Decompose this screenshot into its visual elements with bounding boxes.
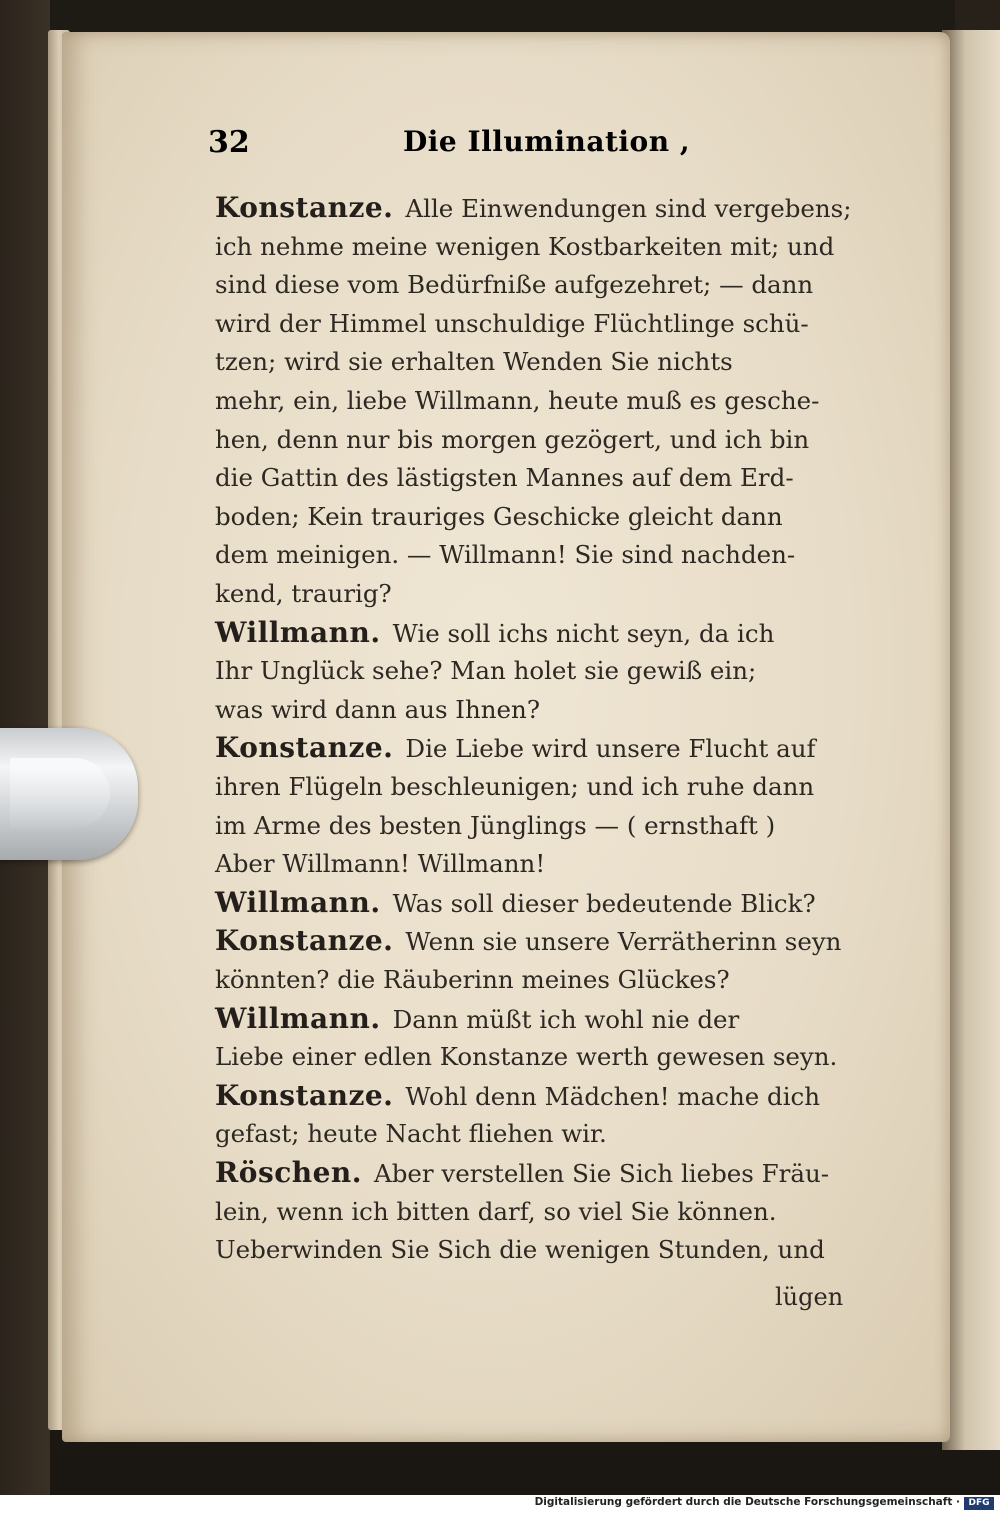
line-text: hen, denn nur bis morgen gezögert, und ich bin (215, 425, 810, 454)
clip-highlight (10, 758, 110, 828)
line-text: lein, wenn ich bitten darf, so viel Sie können. (215, 1197, 777, 1226)
text-line (215, 1155, 829, 1191)
text-line (215, 422, 809, 458)
text-line (215, 653, 756, 689)
text-line (215, 576, 392, 612)
line-text: was wird dann aus Ihnen? (215, 695, 540, 724)
line-text: sind diese vom Bedürfniße aufgezehret; — dann (215, 270, 814, 299)
text-line (215, 344, 733, 380)
dfg-logo: DFG (964, 1497, 994, 1510)
text-line (215, 1078, 820, 1114)
text-line (215, 499, 783, 535)
speaker-name: Willmann. (215, 1002, 381, 1035)
line-text: Die Liebe wird unsere Flucht auf (405, 734, 816, 763)
line-text: Wohl denn Mädchen! mache dich (405, 1082, 821, 1111)
line-text: ihren Flügeln beschleunigen; und ich ruhe dann (215, 772, 815, 801)
line-text: Aber Willmann! Willmann! (215, 849, 546, 878)
line-text: Wenn sie unsere Verrätherinn seyn (405, 927, 842, 956)
speaker-name: Willmann. (215, 886, 381, 919)
speaker-name: Konstanze. (215, 924, 394, 957)
text-line (215, 306, 809, 342)
text-line (215, 460, 794, 496)
text-line (215, 808, 775, 844)
digitization-footer (0, 1495, 1000, 1513)
line-text: die Gattin des lästigsten Mannes auf dem Erd- (215, 463, 794, 492)
page-number: 32 (208, 125, 250, 160)
line-text: gefast; heute Nacht fliehen wir. (215, 1119, 607, 1148)
line-text: Alle Einwendungen sind vergebens; (405, 194, 852, 223)
text-line (215, 1001, 739, 1037)
text-line (215, 692, 540, 728)
line-text: Ueberwinden Sie Sich die wenigen Stunden, und (215, 1235, 825, 1264)
speaker-name: Konstanze. (215, 731, 394, 764)
line-text: tzen; wird sie erhalten Wenden Sie nichts (215, 347, 733, 376)
line-text: Ihr Unglück sehe? Man holet sie gewiß ein; (215, 656, 757, 685)
line-text: Dann müßt ich wohl nie der (392, 1005, 740, 1034)
funding-credit: Digitalisierung gefördert durch die Deutsche Forschungsgemeinschaft · (534, 1496, 960, 1508)
speaker-name: Willmann. (215, 616, 381, 649)
text-line (215, 1039, 837, 1075)
line-text: Aber verstellen Sie Sich liebes Fräu- (374, 1159, 830, 1188)
line-text: dem meinigen. — Willmann! Sie sind nachden- (215, 540, 796, 569)
text-line (215, 190, 852, 226)
page-header (208, 125, 808, 165)
text-line (215, 267, 813, 303)
text-line (215, 615, 774, 651)
line-text: wird der Himmel unschuldige Flüchtlinge schü- (215, 309, 809, 338)
catchword: lügen (775, 1283, 844, 1311)
text-line (215, 1232, 825, 1268)
speaker-name: Konstanze. (215, 191, 394, 224)
text-line (215, 229, 834, 265)
text-line (215, 537, 795, 573)
line-text: Wie soll ichs nicht seyn, da ich (392, 619, 775, 648)
text-line (215, 769, 814, 805)
page-clip (0, 728, 138, 860)
running-title: Die Illumination , (403, 125, 691, 158)
line-text: mehr, ein, liebe Willmann, heute muß es gesche- (215, 386, 820, 415)
text-line (215, 1116, 607, 1152)
line-text: ich nehme meine wenigen Kostbarkeiten mit; und (215, 232, 835, 261)
speaker-name: Röschen. (215, 1156, 363, 1189)
text-line (215, 730, 816, 766)
line-text: Liebe einer edlen Konstanze werth gewesen seyn. (215, 1042, 838, 1071)
speaker-name: Konstanze. (215, 1079, 394, 1112)
line-text: boden; Kein trauriges Geschicke gleicht dann (215, 502, 783, 531)
text-line (215, 885, 816, 921)
line-text: kend, traurig? (215, 579, 392, 608)
line-text: im Arme des besten Jünglings — ( ernsthaft ) (215, 811, 776, 840)
text-line (215, 846, 545, 882)
line-text: könnten? die Räuberinn meines Glückes? (215, 965, 730, 994)
line-text: Was soll dieser bedeutende Blick? (392, 889, 816, 918)
text-line (215, 1194, 777, 1230)
text-line (215, 383, 819, 419)
text-line (215, 923, 841, 959)
facing-page-edge (942, 30, 1000, 1450)
text-line (215, 962, 730, 998)
